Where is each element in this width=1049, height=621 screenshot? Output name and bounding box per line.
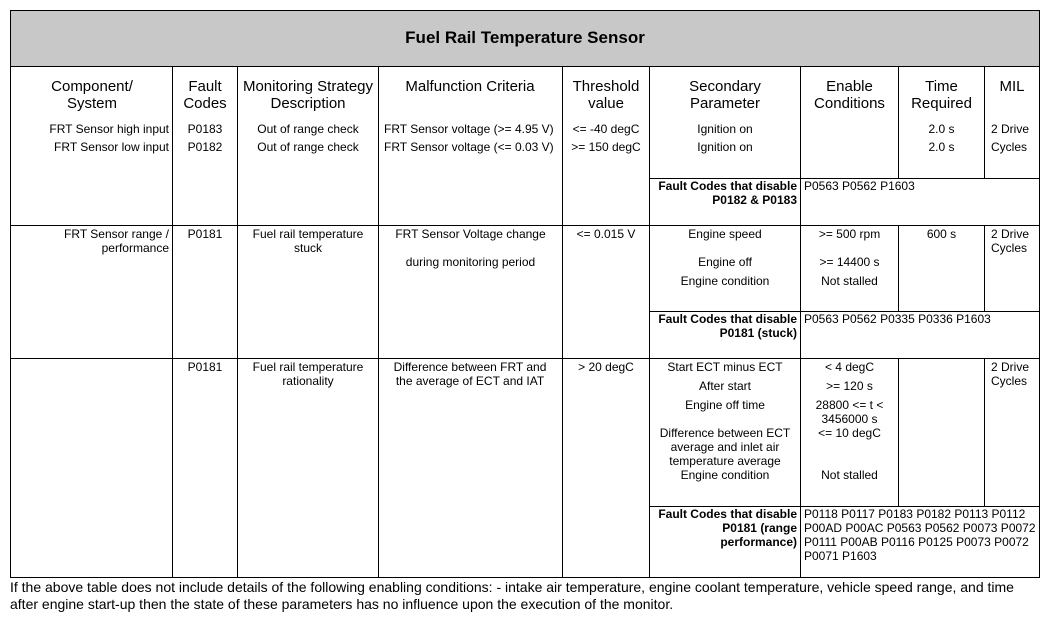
header-component: Component/ System: [51, 78, 133, 112]
table-title: Fuel Rail Temperature Sensor: [405, 28, 645, 47]
r3-criteria: Difference between FRT and the average of ECT and IAT: [393, 360, 547, 388]
r3-enable-1: < 4 degC: [824, 360, 875, 374]
r2-disable-codes: P0563 P0562 P0335 P0336 P1603: [804, 312, 991, 326]
r2-component: FRT Sensor range / performance: [64, 227, 169, 255]
r1-mil-2: Cycles: [991, 140, 1028, 154]
r3-mil: 2 Drive Cycles: [991, 360, 1030, 388]
header-fault-codes: Fault Codes: [183, 78, 227, 112]
border-bottom: [10, 577, 1040, 578]
r1-mil-1: 2 Drive: [991, 122, 1030, 136]
footnote: If the above table does not include details of the following enabling conditions: - intake air temperature, engine coolant temperature, vehicle speed range, and time after engine start-up then the state of these parameters has no influence upon the execution of the monitor.: [10, 579, 1014, 612]
border-right: [1039, 10, 1040, 578]
r1-criteria-2: FRT Sensor voltage (<= 0.03 V): [384, 140, 554, 154]
header-criteria: Malfunction Criteria: [405, 78, 535, 95]
r3-threshold: > 20 degC: [578, 360, 634, 374]
r2-mil: 2 Drive Cycles: [991, 227, 1030, 255]
r1-secondary-1: Ignition on: [697, 122, 753, 136]
header-strategy: Monitoring Strategy Description: [242, 78, 374, 112]
r3-disable-codes: P0118 P0117 P0183 P0182 P0113 P0112 P00AD P00AC P0563 P0562 P0073 P0072 P0111 P00AB P0116 P0125 P0073 P0072 P0071 P1603: [804, 507, 1036, 563]
row2-bottom-line: [10, 358, 1040, 359]
r1-code-1: P0183: [187, 122, 223, 136]
r1-secondary-2: Ignition on: [697, 140, 753, 154]
header-mil: MIL: [999, 78, 1025, 95]
col-line-8-r3: [984, 358, 985, 507]
header-time: Time Required: [911, 78, 972, 112]
r1-threshold-2: >= 150 degC: [571, 140, 641, 154]
r1-strategy-2: Out of range check: [257, 140, 359, 154]
r2-time: 600 s: [926, 227, 957, 241]
r2-secondary-2: Engine off: [698, 255, 752, 269]
r2-criteria-2: during monitoring period: [405, 255, 536, 269]
r2-criteria-1: FRT Sensor Voltage change: [395, 227, 546, 241]
r1-component-2: FRT Sensor low input: [54, 140, 169, 154]
r1-disable-label: Fault Codes that disable P0182 & P0183: [658, 179, 797, 207]
r2-enable-1: >= 500 rpm: [818, 227, 881, 241]
r1-time-2: 2.0 s: [928, 140, 955, 154]
r1-strategy-1: Out of range check: [257, 122, 359, 136]
r3-enable-3: 28800 <= t < 3456000 s: [815, 398, 884, 426]
r3-disable-label: Fault Codes that disable P0181 (range performance): [658, 507, 797, 549]
header-threshold: Threshold value: [572, 78, 640, 112]
border-top: [10, 10, 1040, 11]
r1-threshold-1: <= -40 degC: [572, 122, 640, 136]
col-line-3: [378, 66, 379, 578]
r1-criteria-1: FRT Sensor voltage (>= 4.95 V): [384, 122, 554, 136]
r3-enable-2: >= 120 s: [826, 379, 873, 393]
r3-strategy: Fuel rail temperature rationality: [252, 360, 364, 388]
r3-secondary-4: Difference between ECT average and inlet air temperature average: [659, 426, 791, 468]
r2-enable-3: Not stalled: [821, 274, 878, 288]
r2-strategy: Fuel rail temperature stuck: [252, 227, 364, 255]
r1-disable-codes: P0563 P0562 P1603: [804, 179, 915, 193]
r3-enable-5: Not stalled: [821, 468, 878, 482]
header-enable: Enable Conditions: [814, 78, 885, 112]
r3-secondary-1: Start ECT minus ECT: [667, 360, 783, 374]
r3-secondary-5: Engine condition: [680, 468, 770, 482]
r2-enable-2: >= 14400 s: [819, 255, 880, 269]
r2-secondary-3: Engine condition: [680, 274, 770, 288]
header-secondary: Secondary Parameter: [689, 78, 761, 112]
r3-secondary-2: After start: [698, 379, 751, 393]
r2-code: P0181: [187, 227, 223, 241]
col-line-7-r3: [898, 358, 899, 507]
r3-secondary-3: Engine off time: [685, 398, 765, 412]
r3-enable-4: <= 10 degC: [818, 426, 881, 440]
r2-threshold: <= 0.015 V: [576, 227, 636, 241]
col-line-8-r2: [984, 225, 985, 312]
r1-time-1: 2.0 s: [928, 122, 955, 136]
title-bottom-line: [10, 66, 1040, 67]
r1-component-1: FRT Sensor high input: [49, 122, 169, 136]
r3-code: P0181: [187, 360, 223, 374]
border-left: [10, 10, 11, 578]
r2-secondary-1: Engine speed: [688, 227, 762, 241]
r2-disable-label: Fault Codes that disable P0181 (stuck): [658, 312, 797, 340]
col-line-6: [800, 66, 801, 578]
row1-bottom-line: [10, 225, 1040, 226]
r1-code-2: P0182: [187, 140, 223, 154]
